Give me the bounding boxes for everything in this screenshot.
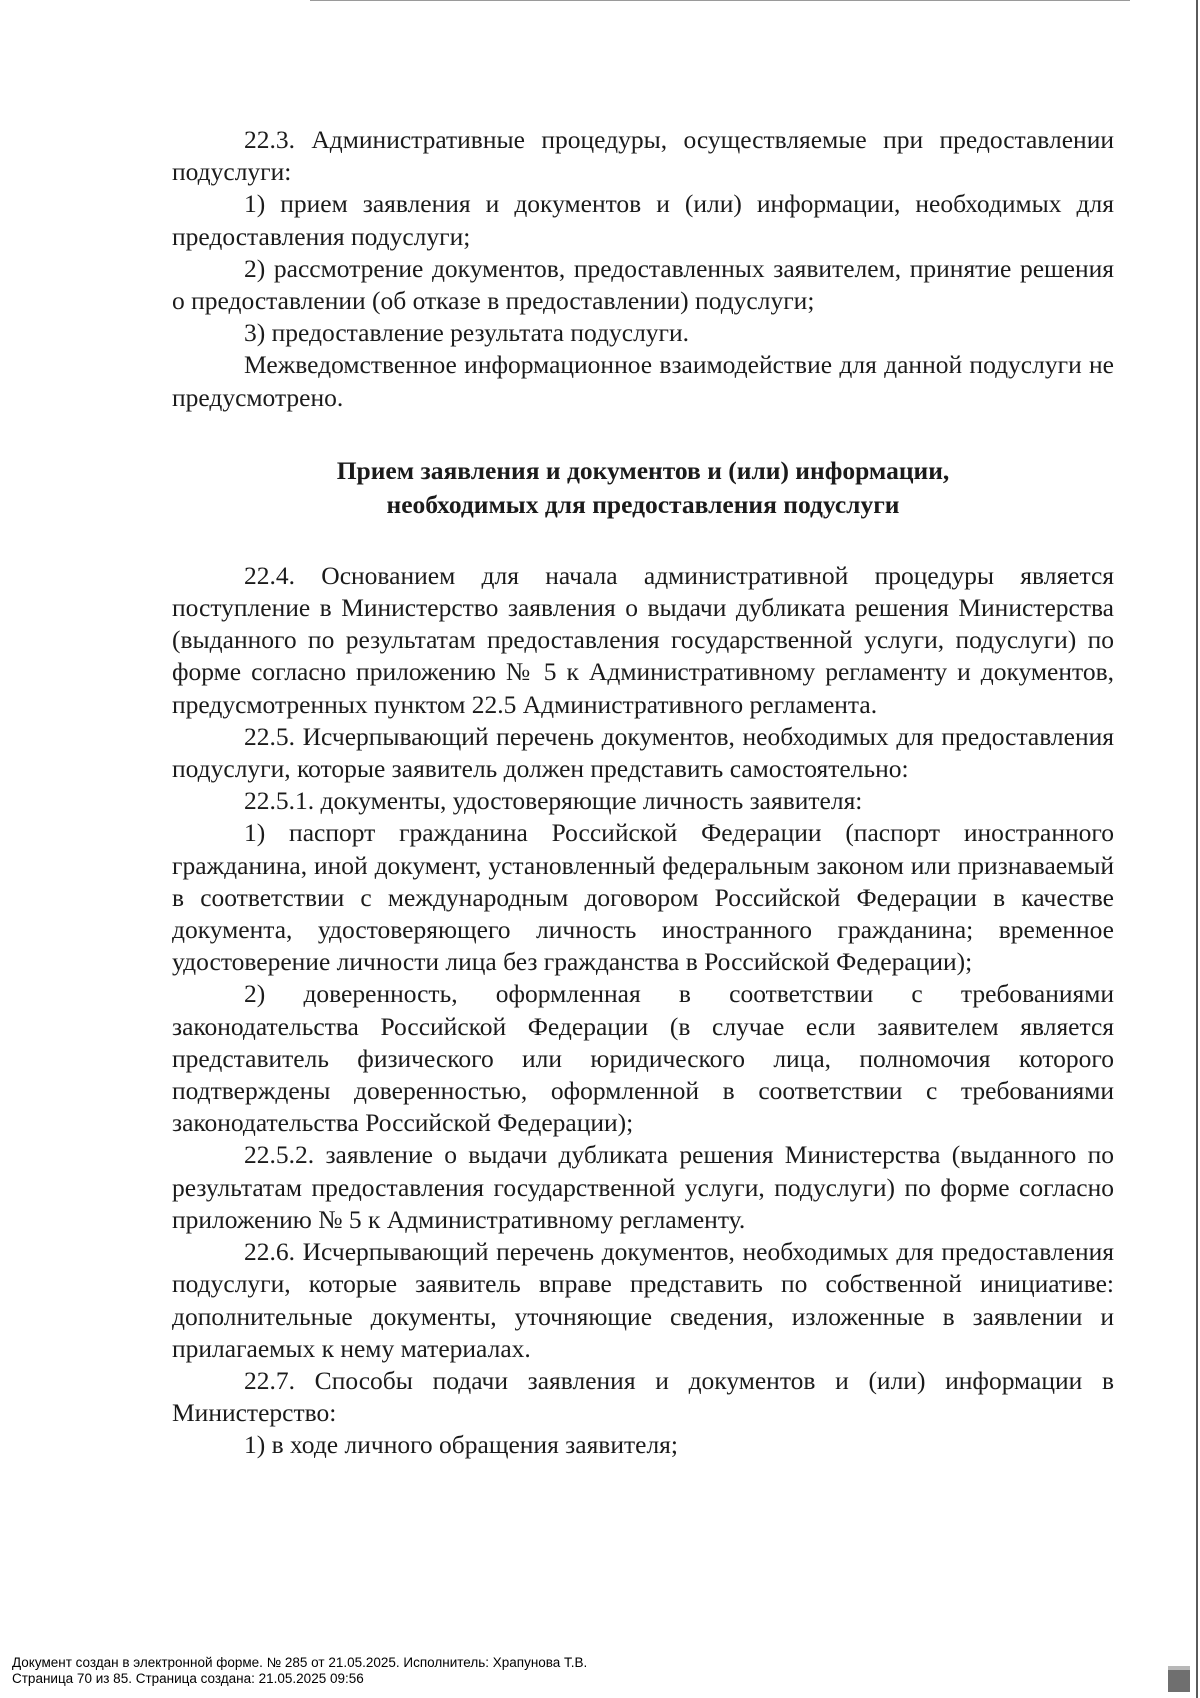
stamp-icon (1168, 1666, 1190, 1692)
list-item-1: 1) прием заявления и документов и (или) информации, необходимых для предоставления подуслуги; (172, 189, 1114, 251)
paragraph-22-5-2: 22.5.2. заявление о выдачи дубликата решения Министерства (выданного по результатам предоставления государственной услуги, подуслуги) по форме согласно приложению № 5 к Административному регламенту. (172, 1140, 1114, 1234)
list-item-power-of-attorney: 2) доверенность, оформленная в соответствии с требованиями законодательства Российской Федерации (в случае если заявителем является представитель физического или юридического лица, полномочия которого подтверждены доверенностью, оформленной в соответствии с требованиями законодательства Российской Федерации); (172, 979, 1114, 1138)
scan-top-edge (310, 0, 1130, 1)
paragraph-interagency-note: Межведомственное информационное взаимодействие для данной подуслуги не предусмотрено. (172, 350, 1114, 412)
list-item-3: 3) предоставление результата подуслуги. (244, 318, 690, 348)
section-heading (172, 454, 1114, 522)
section-heading-line-2: необходимых для предоставления подуслуги (386, 489, 900, 519)
paragraph-22-3: 22.3. Административные процедуры, осуществляемые при предоставлении подуслуги: (172, 125, 1114, 187)
list-item-personal-visit: 1) в ходе личного обращения заявителя; (244, 1430, 678, 1460)
paragraph-22-7: 22.7. Способы подачи заявления и документов и (или) информации в Министерство: (172, 1365, 1114, 1428)
paragraph-22-4: 22.4. Основанием для начала административной процедуры является поступление в Министерство заявления о выдачи дубликата решения Министерства (выданного по результатам предоставления государственной услуги, подуслуги) по форме согласно приложению № 5 к Административному регламенту и документов, предусмотренных пунктом 22.5 Административного регламента. (172, 560, 1114, 719)
paragraph-22-5: 22.5. Исчерпывающий перечень документов, необходимых для предоставления подуслуги, которые заявитель должен представить самостоятельно: (172, 721, 1114, 784)
document-body (172, 124, 1114, 1462)
document-footer (12, 1655, 587, 1687)
paragraph-22-5-1: 22.5.1. документы, удостоверяющие личность заявителя: (244, 786, 863, 816)
list-item-passport: 1) паспорт гражданина Российской Федерации (паспорт иностранного гражданина, иной документ, установленный федеральным законом или признаваемый в соответствии с международным договором Российской Федерации в качестве документа, удостоверяющего личность иностранного гражданина; временное удостоверение личности лица без гражданства в Российской Федерации); (172, 818, 1114, 977)
section-heading-line-1: Прием заявления и документов и (или) информации, (336, 455, 950, 485)
footer-line-page-info: Страница 70 из 85. Страница создана: 21.05.2025 09:56 (12, 1671, 364, 1686)
paragraph-22-6: 22.6. Исчерпывающий перечень документов, необходимых для предоставления подуслуги, которые заявитель вправе представить по собственной инициативе: дополнительные документы, уточняющие сведения, изложенные в заявлении и прилагаемых к нему материалах. (172, 1237, 1114, 1363)
footer-line-document-info: Документ создан в электронной форме. № 285 от 21.05.2025. Исполнитель: Храпунова Т.В. (12, 1655, 588, 1670)
list-item-2: 2) рассмотрение документов, предоставленных заявителем, принятие решения о предоставлении (об отказе в предоставлении) подуслуги; (172, 253, 1114, 316)
scan-right-edge (1196, 0, 1198, 1698)
